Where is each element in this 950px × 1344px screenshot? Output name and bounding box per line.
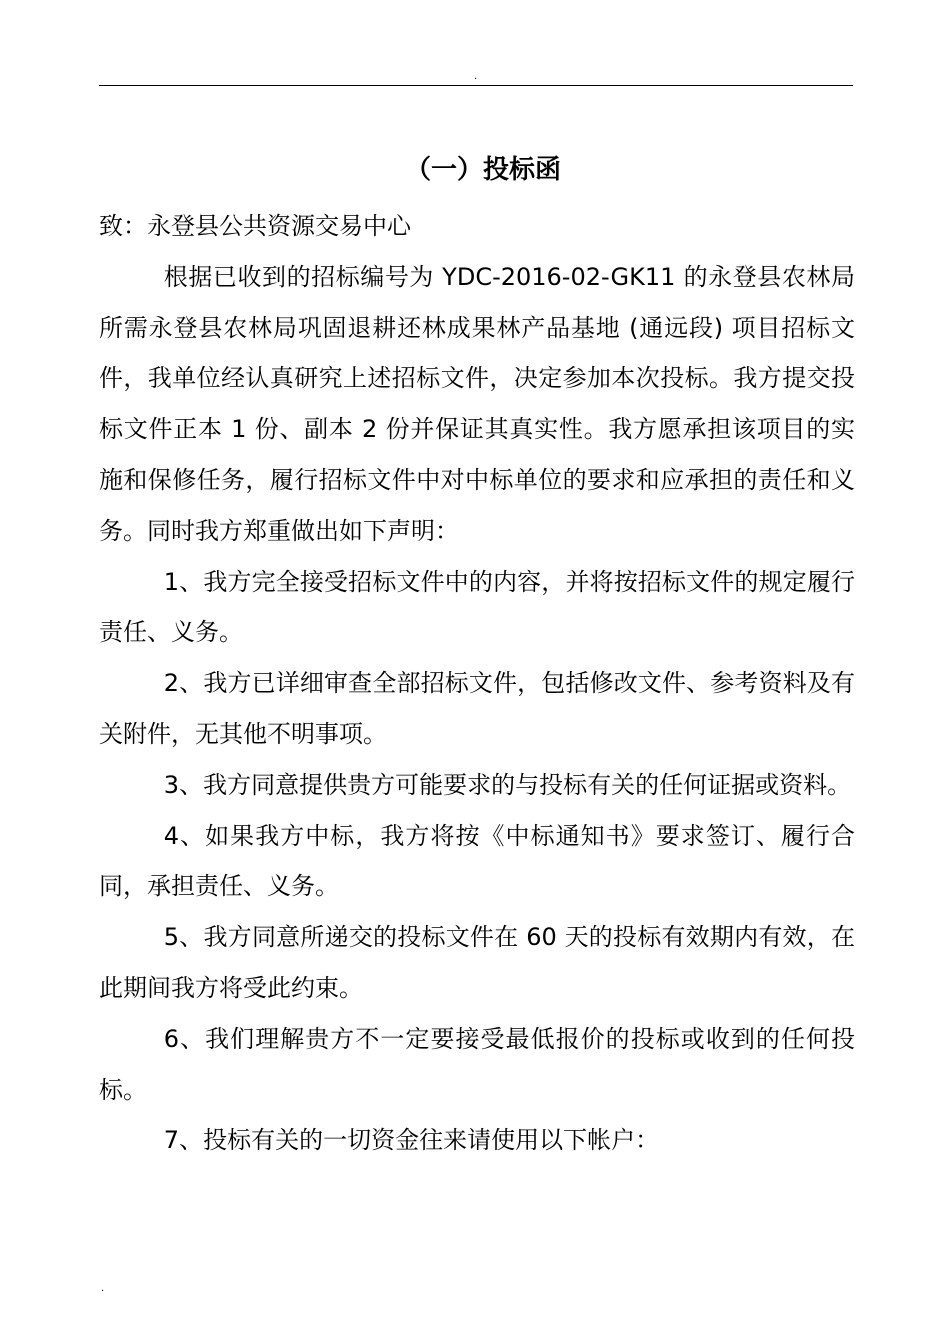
declaration-item-4: 4、如果我方中标，我方将按《中标通知书》要求签订、履行合同，承担责任、义务。	[99, 821, 855, 901]
footer-mark: .	[101, 1283, 105, 1294]
header-mark: .	[474, 71, 478, 82]
declaration-item-7: 7、投标有关的一切资金往来请使用以下帐户：	[163, 1126, 660, 1155]
declaration-item-1: 1、我方完全接受招标文件中的内容，并将按招标文件的规定履行责任、义务。	[99, 567, 855, 647]
intro-paragraph: 根据已收到的招标编号为 YDC-2016-02-GK11 的永登县农林局所需永登县农林局巩固退耕还林成果林产品基地 (通远段) 项目招标文件，我单位经认真研究上述招标文件，决定参加本次投标。我方提交投标文件正本 1 份、副本 2 份并保证其真实性。我方愿承担该项目的实施和保修任务，履行招标文件中对中标单位的要求和应承担的责任和义务。同时我方郑重做出如下声明：	[99, 262, 855, 545]
declaration-item-6: 6、我们理解贵方不一定要接受最低报价的投标或收到的任何投标。	[99, 1024, 855, 1104]
declaration-item-5: 5、我方同意所递交的投标文件在 60 天的投标有效期内有效，在此期间我方将受此约束。	[99, 923, 855, 1002]
header-divider	[99, 85, 853, 86]
declaration-item-2: 2、我方已详细审查全部招标文件，包括修改文件、参考资料及有关附件，无其他不明事项。	[99, 669, 855, 748]
letter-body	[99, 201, 855, 1166]
page-title: （一）投标函	[404, 155, 561, 185]
addressee-line: 致：永登县公共资源交易中心	[99, 212, 411, 240]
declaration-item-3: 3、我方同意提供贵方可能要求的与投标有关的任何证据或资料。	[163, 770, 852, 799]
